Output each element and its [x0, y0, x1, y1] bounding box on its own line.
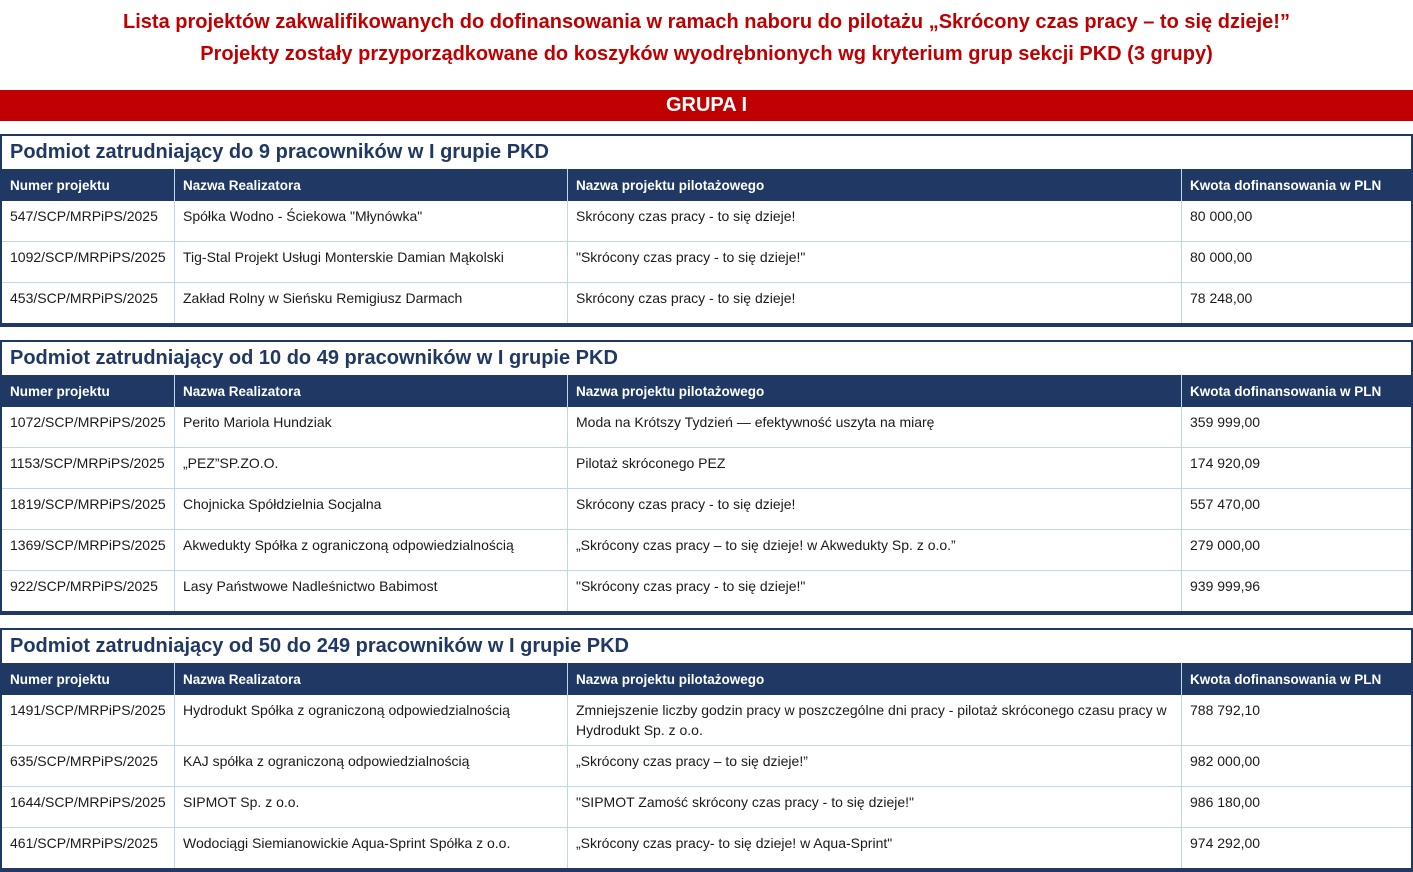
group-header: Podmiot zatrudniający od 10 do 49 pracowników w I grupie PKD: [2, 342, 1411, 375]
column-header-nazwa-projektu: Nazwa projektu pilotażowego: [568, 375, 1182, 407]
cell-numer-projektu: 635/SCP/MRPiPS/2025: [2, 746, 175, 786]
column-header-nazwa-projektu: Nazwa projektu pilotażowego: [568, 663, 1182, 695]
cell-nazwa-realizatora: Tig-Stal Projekt Usługi Monterskie Damian Mąkolski: [175, 242, 568, 282]
group-header: Podmiot zatrudniający od 50 do 249 pracowników w I grupie PKD: [2, 630, 1411, 663]
cell-kwota: 986 180,00: [1190, 794, 1261, 810]
table-row: [2, 745, 1411, 786]
document-title: [0, 0, 1413, 70]
table-row: [2, 695, 1411, 745]
cell-nazwa-realizatora: Wodociągi Siemianowickie Aqua-Sprint Spółka z o.o.: [175, 828, 568, 868]
cell-nazwa-realizatora: Lasy Państwowe Nadleśnictwo Babimost: [175, 571, 568, 611]
cell-nazwa-projektu: „Skrócony czas pracy – to się dzieje!”: [568, 746, 1182, 786]
column-header-row: [2, 375, 1411, 407]
column-header-numer-projektu: Numer projektu: [2, 169, 175, 201]
cell-kwota: 279 000,00: [1190, 537, 1261, 553]
cell-numer-projektu: 1072/SCP/MRPiPS/2025: [2, 407, 175, 447]
cell-kwota: 557 470,00: [1190, 496, 1261, 512]
cell-kwota: 974 292,00: [1190, 835, 1261, 851]
column-header-kwota: Kwota dofinansowania w PLN: [1190, 384, 1382, 399]
cell-nazwa-realizatora: SIPMOT Sp. z o.o.: [175, 787, 568, 827]
column-header-kwota: Kwota dofinansowania w PLN: [1190, 672, 1382, 687]
cell-nazwa-realizatora: Chojnicka Spółdzielnia Socjalna: [175, 489, 568, 529]
table-section-1: [0, 134, 1413, 327]
cell-nazwa-projektu: "SIPMOT Zamość skrócony czas pracy - to się dzieje!": [568, 787, 1182, 827]
column-header-numer-projektu: Numer projektu: [2, 375, 175, 407]
cell-kwota: 982 000,00: [1190, 753, 1261, 769]
table-row: [2, 282, 1411, 323]
table-row: [2, 827, 1411, 868]
cell-numer-projektu: 1153/SCP/MRPiPS/2025: [2, 448, 175, 488]
cell-nazwa-realizatora: KAJ spółka z ograniczoną odpowiedzialnością: [175, 746, 568, 786]
table-row: [2, 201, 1411, 241]
cell-nazwa-realizatora: Perito Mariola Hundziak: [175, 407, 568, 447]
cell-nazwa-realizatora: Spółka Wodno - Ściekowa "Młynówka": [175, 201, 568, 241]
cell-numer-projektu: 1819/SCP/MRPiPS/2025: [2, 489, 175, 529]
title-line-1: Lista projektów zakwalifikowanych do dofinansowania w ramach naboru do pilotażu „Skrócony czas pracy – to się dzieje!”: [123, 11, 1290, 33]
column-header-numer-projektu: Numer projektu: [2, 663, 175, 695]
cell-numer-projektu: 1644/SCP/MRPiPS/2025: [2, 787, 175, 827]
cell-numer-projektu: 547/SCP/MRPiPS/2025: [2, 201, 175, 241]
column-header-nazwa-realizatora: Nazwa Realizatora: [175, 663, 568, 695]
table-row: [2, 529, 1411, 570]
group-header: Podmiot zatrudniający do 9 pracowników w I grupie PKD: [2, 136, 1411, 169]
column-header-nazwa-projektu: Nazwa projektu pilotażowego: [568, 169, 1182, 201]
cell-kwota: 174 920,09: [1190, 455, 1261, 471]
column-header-row: [2, 169, 1411, 201]
cell-nazwa-projektu: Skrócony czas pracy - to się dzieje!: [568, 201, 1182, 241]
cell-nazwa-realizatora: Akwedukty Spółka z ograniczoną odpowiedzialnością: [175, 530, 568, 570]
table-section-2: [0, 340, 1413, 615]
table-row: [2, 447, 1411, 488]
cell-nazwa-projektu: "Skrócony czas pracy - to się dzieje!": [568, 571, 1182, 611]
column-header-nazwa-realizatora: Nazwa Realizatora: [175, 169, 568, 201]
cell-nazwa-projektu: „Skrócony czas pracy- to się dzieje! w Aqua-Sprint": [568, 828, 1182, 868]
cell-kwota: 939 999,96: [1190, 578, 1261, 594]
cell-numer-projektu: 1092/SCP/MRPiPS/2025: [2, 242, 175, 282]
table-row: [2, 570, 1411, 611]
cell-kwota: 78 248,00: [1190, 290, 1253, 306]
cell-nazwa-projektu: Moda na Krótszy Tydzień — efektywność uszyta na miarę: [568, 407, 1182, 447]
cell-nazwa-projektu: „Skrócony czas pracy – to się dzieje! w Akwedukty Sp. z o.o.”: [568, 530, 1182, 570]
cell-kwota: 788 792,10: [1190, 702, 1261, 718]
table-row: [2, 488, 1411, 529]
table-row: [2, 407, 1411, 447]
cell-numer-projektu: 453/SCP/MRPiPS/2025: [2, 283, 175, 323]
cell-nazwa-projektu: Pilotaż skróconego PEZ: [568, 448, 1182, 488]
cell-nazwa-realizatora: „PEZ”SP.ZO.O.: [175, 448, 568, 488]
table-row: [2, 786, 1411, 827]
cell-nazwa-realizatora: Hydrodukt Spółka z ograniczoną odpowiedzialnością: [175, 695, 568, 745]
column-header-kwota: Kwota dofinansowania w PLN: [1190, 178, 1382, 193]
cell-kwota: 359 999,00: [1190, 414, 1261, 430]
title-line-2: Projekty zostały przyporządkowane do koszyków wyodrębnionych wg kryterium grup sekcji PKD (3 grupy): [200, 43, 1213, 65]
cell-numer-projektu: 922/SCP/MRPiPS/2025: [2, 571, 175, 611]
cell-numer-projektu: 461/SCP/MRPiPS/2025: [2, 828, 175, 868]
cell-nazwa-projektu: Zmniejszenie liczby godzin pracy w poszczególne dni pracy - pilotaż skróconego czasu pracy w Hydrodukt Sp. z o.o.: [568, 695, 1182, 745]
table-row: [2, 241, 1411, 282]
cell-nazwa-realizatora: Zakład Rolny w Sieńsku Remigiusz Darmach: [175, 283, 568, 323]
cell-nazwa-projektu: "Skrócony czas pracy - to się dzieje!": [568, 242, 1182, 282]
cell-nazwa-projektu: Skrócony czas pracy - to się dzieje!: [568, 489, 1182, 529]
column-header-nazwa-realizatora: Nazwa Realizatora: [175, 375, 568, 407]
group-banner: GRUPA I: [0, 90, 1413, 121]
cell-kwota: 80 000,00: [1190, 249, 1253, 265]
table-section-3: [0, 628, 1413, 872]
cell-numer-projektu: 1369/SCP/MRPiPS/2025: [2, 530, 175, 570]
column-header-row: [2, 663, 1411, 695]
cell-nazwa-projektu: Skrócony czas pracy - to się dzieje!: [568, 283, 1182, 323]
cell-numer-projektu: 1491/SCP/MRPiPS/2025: [2, 695, 175, 745]
cell-kwota: 80 000,00: [1190, 208, 1253, 224]
